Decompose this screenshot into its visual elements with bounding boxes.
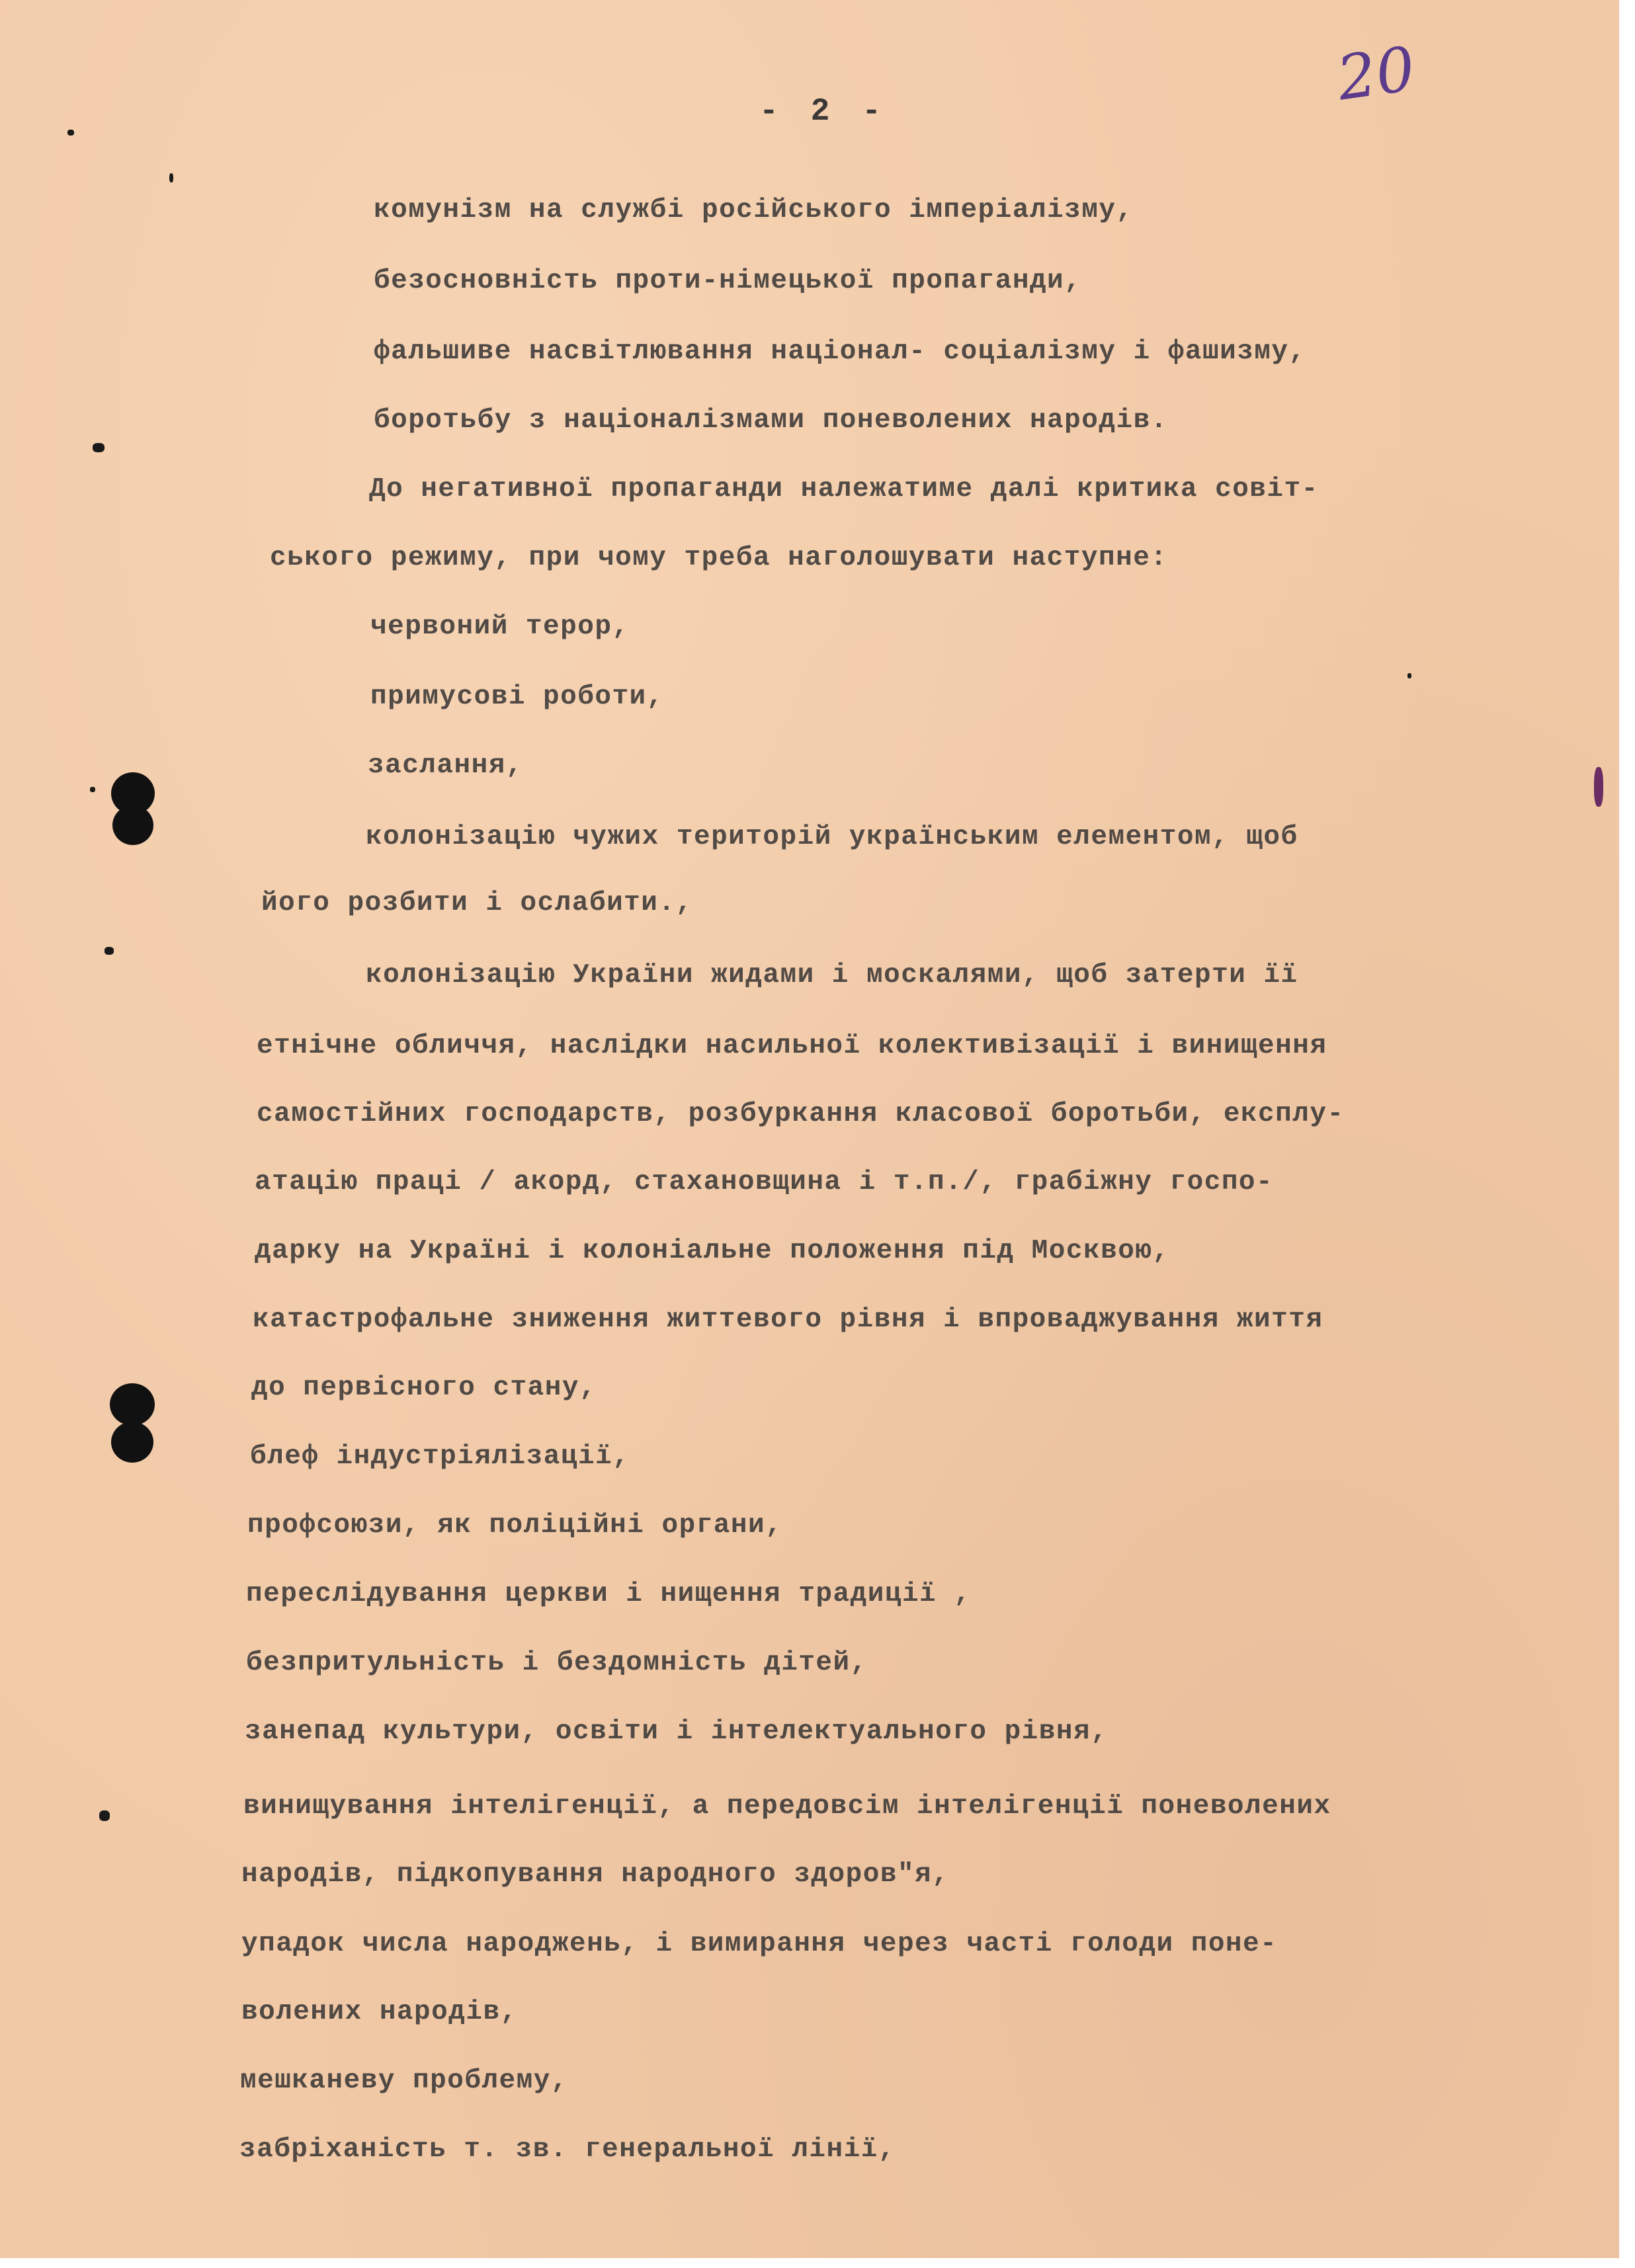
punch-hole-mark — [110, 1383, 155, 1426]
text-line: упадок числа народжень, і вимирання через часті голоди поне- — [241, 1929, 1278, 1959]
text-line: червоний терор, — [370, 612, 630, 642]
text-line: до первісного стану, — [251, 1373, 597, 1403]
text-line: комунізм на службі російського імперіалізму, — [374, 195, 1134, 225]
text-line: самостійних господарств, розбуркання класової боротьби, експлу- — [257, 1099, 1345, 1129]
text-line: ського режиму, при чому треба наголошувати наступне: — [270, 543, 1168, 573]
text-line: етнічне обличчя, наслідки насильної колективізації і винищення — [257, 1031, 1327, 1061]
paper-speck — [169, 173, 173, 182]
paper-speck — [93, 443, 105, 452]
paper-speck — [67, 130, 74, 136]
handwritten-folio-number: 20 — [1333, 33, 1419, 114]
text-line: боротьбу з націоналізмами поневолених народів. — [374, 405, 1168, 436]
text-line: безосновність проти-німецької пропаганди, — [374, 266, 1082, 296]
ink-mark — [1594, 767, 1603, 807]
text-line: катастрофальне зниження життевого рівня і впроваджування життя — [253, 1305, 1323, 1335]
text-line: профсоюзи, як поліційні органи, — [247, 1510, 783, 1541]
text-line: дарку на Україні і колоніальне положення під Москвою, — [255, 1236, 1170, 1266]
page-number: - 2 - — [759, 94, 888, 130]
text-line: колонізацію України жидами і москалями, щоб затерти її — [366, 960, 1298, 991]
punch-hole-mark — [111, 1422, 153, 1463]
text-line: мешканеву проблему, — [240, 2066, 568, 2096]
text-line: безпритульність і бездомність дітей, — [246, 1648, 868, 1678]
text-line: волених народів, — [241, 1997, 518, 2027]
text-line: народів, підкопування народного здоров"я, — [241, 1859, 950, 1890]
paper-speck — [99, 1810, 110, 1821]
text-line: його розбити і ослабити., — [261, 888, 693, 918]
text-line: переслідування церкви і нищення традиції , — [246, 1579, 972, 1609]
text-line: колонізацію чужих територій українським елементом, щоб — [366, 822, 1298, 852]
text-line: До негативної пропаганди належатиме далі критика совіт- — [369, 474, 1319, 505]
text-line: атацію праці / акорд, стахановщина і т.п./, грабіжну госпо- — [255, 1167, 1274, 1197]
text-line: забріханість т. зв. генеральної лінії, — [239, 2134, 896, 2165]
text-line: примусові роботи, — [370, 682, 664, 712]
paper-speck — [90, 787, 95, 792]
text-line: блеф індустріялізації, — [250, 1441, 630, 1472]
text-line: винищування інтелігенції, а передовсім інтелігенції поневолених — [243, 1791, 1331, 1822]
punch-hole-mark — [112, 805, 153, 845]
paper-speck — [1407, 673, 1411, 678]
paper-speck — [105, 947, 114, 955]
text-line: заслання, — [368, 750, 523, 781]
text-line: фальшиве насвітлювання націонал- соціалізму і фашизму, — [374, 337, 1306, 367]
text-line: занепад культури, освіти і інтелектуального рівня, — [245, 1717, 1109, 1747]
